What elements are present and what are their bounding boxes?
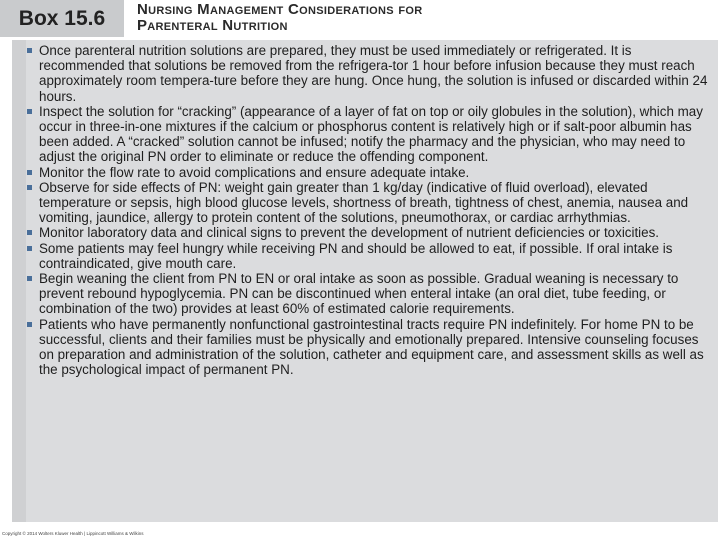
list-item: [26, 180, 708, 226]
list-item-text: Monitor the flow rate to avoid complications and ensure adequate intake.: [39, 164, 470, 180]
list-item: [26, 241, 708, 271]
box-title-line-2: Parenteral Nutrition: [137, 17, 288, 34]
box-label: Box 15.6: [18, 6, 106, 30]
square-bullet-icon: [27, 185, 32, 190]
list-item: [26, 43, 708, 104]
content-panel: [12, 40, 718, 522]
list-item-text: Begin weaning the client from PN to EN or oral intake as soon as possible. Gradual weaning is necessary to prevent rebound hypoglycemia. PN can be discontinued when enteral intake (an oral diet, tube feeding, or combination of the two) provides at least 60% of estimated calorie requirements.: [39, 271, 679, 317]
list-item-text: Patients who have permanently nonfunctional gastrointestinal tracts require PN indefinitely. For home PN to be successful, clients and their families must be physically and emotionally prepared. Intensive counseling focuses on preparation and administration of the solution, catheter and equipment care, and assessment skills as well as the psychological impact of permanent PN.: [39, 316, 704, 378]
square-bullet-icon: [27, 109, 32, 114]
square-bullet-icon: [27, 322, 32, 327]
list-item-text: Inspect the solution for “cracking” (appearance of a layer of fat on top or oily globules in the solution), which may occur in three-in-one mixtures if the calcium or phosphorus content is relatively high or if salt-poor albumin has been added. A “cracked” solution cannot be infused; notify the pharmacy and the physician, who may need to adjust the original PN order to eliminate or reduce the offending component.: [39, 103, 703, 165]
box-title-line-1: Nursing Management Considerations for: [137, 1, 423, 18]
copyright-notice: Copyright © 2014 Wolters Kluwer Health | Lippincott Williams & Wilkins: [2, 531, 144, 536]
panel-left-stripe: [12, 40, 26, 522]
list-item: [26, 225, 708, 240]
list-item: [26, 165, 708, 180]
list-item: [26, 271, 708, 317]
square-bullet-icon: [27, 48, 32, 53]
square-bullet-icon: [27, 170, 32, 175]
list-item-text: Once parenteral nutrition solutions are prepared, they must be used immediately or refrigerated. It is recommended that solutions be removed from the refrigera-tor 1 hour before infusion because they must reach approximately room tempera-ture before they are hung. Once hung, the solution is infused or discarded within 24 hours.: [39, 43, 708, 104]
list-item-text: Observe for side effects of PN: weight gain greater than 1 kg/day (indicative of fluid overload), elevated temperature or sepsis, high blood glucose levels, shortness of breath, tightness of chest, anemia, nausea and vomiting, jaundice, allergy to protein content of the solutions, pneumothorax, or cardiac arrhythmias.: [39, 179, 689, 226]
square-bullet-icon: [27, 246, 32, 251]
list-item-text: Monitor laboratory data and clinical signs to prevent the development of nutrient deficiencies or toxicities.: [39, 225, 660, 241]
box-header: [0, 0, 720, 40]
list-item: [26, 317, 708, 378]
box-label-tab: [0, 0, 124, 37]
box-title: [137, 2, 423, 34]
list-item: [26, 104, 708, 165]
considerations-list: [26, 43, 708, 377]
list-item-text: Some patients may feel hungry while receiving PN and should be allowed to eat, if possible. If oral intake is contraindicated, give mouth care.: [39, 240, 673, 271]
square-bullet-icon: [27, 230, 32, 235]
square-bullet-icon: [27, 276, 32, 281]
